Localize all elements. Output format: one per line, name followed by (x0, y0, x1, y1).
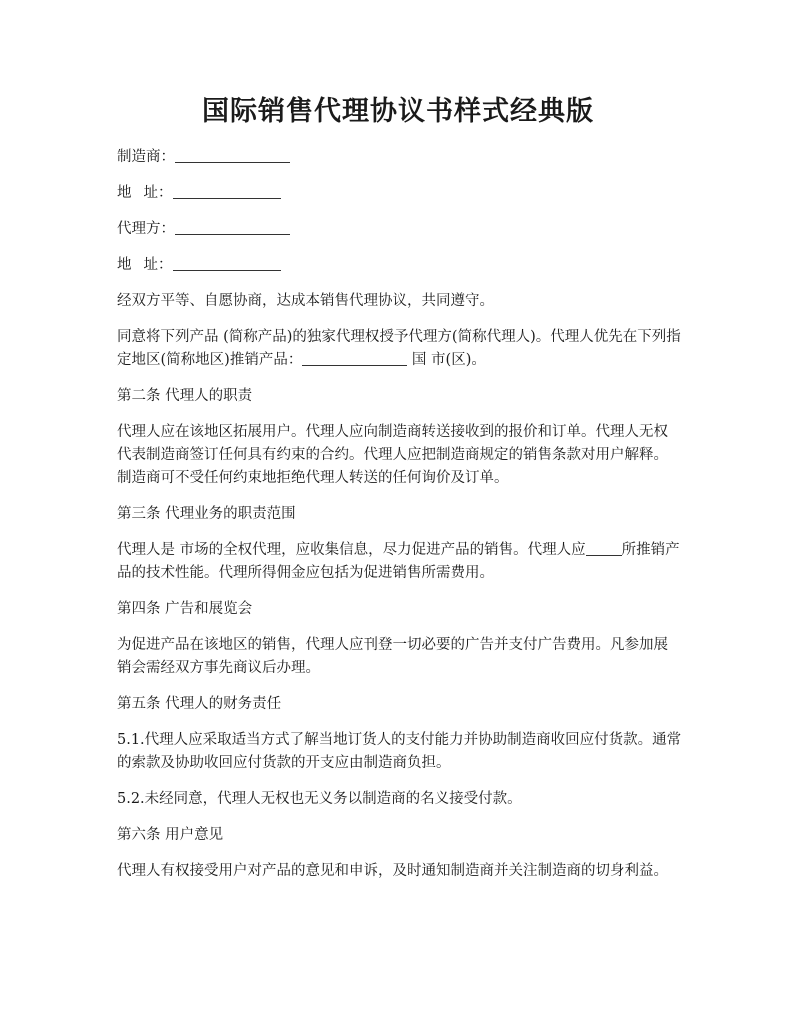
clause5-heading: 第五条 代理人的财务责任 (117, 696, 282, 712)
clause3-blank (586, 541, 622, 556)
clause1-blank (302, 351, 407, 366)
agent-blank (175, 220, 290, 235)
clause4-heading: 第四条 广告和展览会 (117, 601, 253, 617)
manufacturer-blank (175, 148, 290, 163)
field-agent (117, 218, 682, 241)
clause3-text-1: 代理人是 市场的全权代理，应收集信息，尽力促进产品的销售。代理人应 (117, 542, 586, 558)
clause1-text-1: 同意将下列产品 (简称产品)的独家代理权授予代理方(简称代理人)。代理人优先在下列指定地区(简称地区)推销产品： (117, 329, 681, 368)
document-title: 国际销售代理协议书样式经典版 (202, 96, 594, 127)
agent-address-blank (173, 256, 281, 271)
clause3-body (117, 539, 682, 585)
field-agent-address-label-b: 址： (143, 257, 173, 273)
document-body (117, 143, 682, 883)
field-agent-label: 代理方： (117, 221, 175, 237)
clause3-heading: 第三条 代理业务的职责范围 (117, 506, 296, 522)
field-agent-address (117, 254, 682, 277)
manufacturer-address-blank (173, 184, 281, 199)
clause4-body: 为促进产品在该地区的销售，代理人应刊登一切必要的广告并支付广告费用。凡参加展销会需经双方事先商议后办理。 (117, 637, 668, 676)
clause1-paragraph (117, 326, 682, 372)
clause2-heading: 第二条 代理人的职责 (117, 388, 253, 404)
clause6-heading: 第六条 用户意见 (117, 827, 224, 843)
clause3-text-2: 所推销产品的技术性能。代理所得佣金应包括为促进销售所需费用。 (117, 542, 680, 581)
field-manufacturer (117, 146, 682, 169)
clause5-1: 5.1.代理人应采取适当方式了解当地订货人的支付能力并协助制造商收回应付货款。通常的索款及协助收回应付货款的开支应由制造商负担。 (117, 732, 682, 771)
clause6-body: 代理人有权接受用户对产品的意见和申诉，及时通知制造商并关注制造商的切身利益。 (117, 863, 668, 879)
clause1-text-2: 国 市(区)。 (407, 352, 486, 368)
intro-paragraph: 经双方平等、自愿协商，达成本销售代理协议，共同遵守。 (117, 293, 494, 309)
field-manufacturer-label: 制造商： (117, 149, 175, 165)
field-agent-address-label-a: 地 (117, 257, 132, 273)
clause5-2: 5.2.未经同意，代理人无权也无义务以制造商的名义接受付款。 (117, 791, 522, 807)
field-manufacturer-address (117, 182, 682, 205)
clause2-body: 代理人应在该地区拓展用户。代理人应向制造商转送接收到的报价和订单。代理人无权代表制造商签订任何具有约束的合约。代理人应把制造商规定的销售条款对用户解释。制造商可不受任何约束地拒绝代理人转送的任何询价及订单。 (117, 424, 668, 486)
field-address-label-b: 址： (143, 185, 173, 201)
field-address-label-a: 地 (117, 185, 132, 201)
